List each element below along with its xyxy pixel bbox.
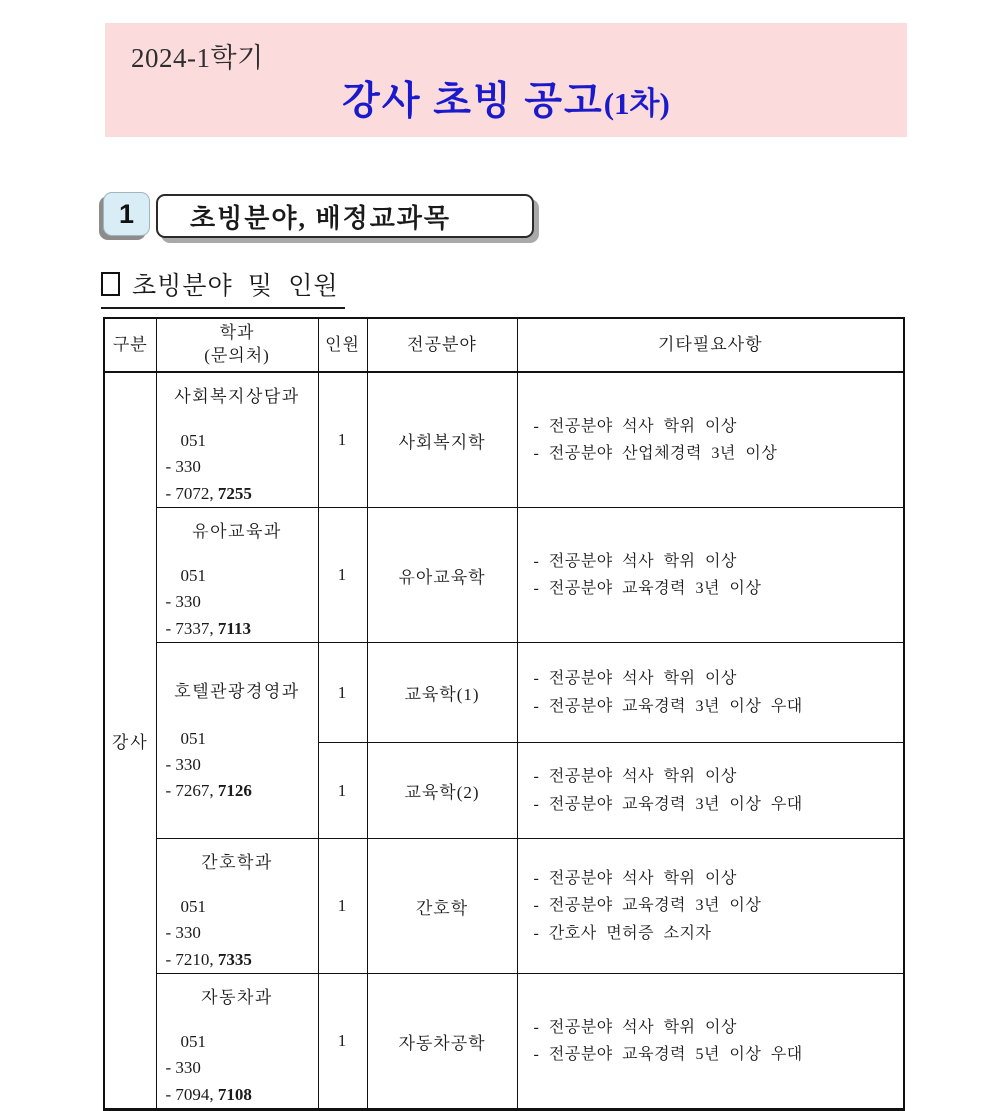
requirements-cell: - 전공분야 석사 학위 이상 - 전공분야 교육경력 3년 이상 xyxy=(517,508,904,643)
requirements-cell: - 전공분야 석사 학위 이상 - 전공분야 교육경력 5년 이상 우대 xyxy=(517,974,904,1110)
category-cell: 강사 xyxy=(104,372,156,1110)
department-cell xyxy=(156,372,318,508)
department-name: 유아교육과 xyxy=(192,522,282,542)
col-header-count: 인원 xyxy=(318,318,367,372)
department-name: 간호학과 xyxy=(201,853,273,873)
col-header-department-sub: (문의처) xyxy=(204,346,270,365)
major-cell: 자동차공학 xyxy=(367,974,517,1110)
page-title-text: 강사 초빙 공고 xyxy=(342,80,604,123)
department-phone: 051 - 330 - 7072, 7255 xyxy=(165,431,252,503)
department-phone: 051 - 330 - 7267, 7126 xyxy=(165,728,252,801)
department-phone: 051 - 330 - 7210, 7335 xyxy=(165,897,252,969)
table-header-row xyxy=(104,318,904,372)
col-header-department-main: 학과 xyxy=(219,323,255,343)
count-cell: 1 xyxy=(318,743,367,839)
table-row xyxy=(104,372,904,508)
col-header-major: 전공분야 xyxy=(367,318,517,372)
subsection-title: 초빙분야 및 인원 xyxy=(132,273,339,300)
requirements-cell: - 전공분야 석사 학위 이상 - 전공분야 교육경력 3년 이상 우대 xyxy=(517,643,904,743)
department-phone: 051 - 330 - 7337, 7113 xyxy=(165,566,251,638)
page-title xyxy=(105,70,907,126)
col-header-category: 구분 xyxy=(104,318,156,372)
table-row xyxy=(104,839,904,974)
count-cell: 1 xyxy=(318,974,367,1110)
recruitment-table xyxy=(103,317,905,1111)
section-title-box: 초빙분야, 배정교과목 xyxy=(156,194,534,238)
section-number-badge: 1 xyxy=(103,192,150,236)
requirements-cell: - 전공분야 석사 학위 이상 - 전공분야 산업체경력 3년 이상 xyxy=(517,372,904,508)
subsection-heading xyxy=(101,264,345,309)
table-row xyxy=(104,974,904,1110)
table-row xyxy=(104,508,904,643)
department-phone: 051 - 330 - 7094, 7108 xyxy=(165,1032,252,1104)
section-header xyxy=(103,192,534,238)
department-cell xyxy=(156,839,318,974)
count-cell: 1 xyxy=(318,372,367,508)
major-cell: 사회복지학 xyxy=(367,372,517,508)
department-name: 사회복지상담과 xyxy=(174,387,300,406)
table-row xyxy=(104,643,904,743)
requirements-cell: - 전공분야 석사 학위 이상 - 전공분야 교육경력 3년 이상 - 간호사 면허증 소지자 xyxy=(517,839,904,974)
major-cell: 유아교육학 xyxy=(367,508,517,643)
col-header-requirements: 기타필요사항 xyxy=(517,318,904,372)
department-name: 호텔관광경영과 xyxy=(174,681,300,701)
semester-label: 2024-1학기 xyxy=(131,43,264,73)
square-bullet-icon xyxy=(101,272,120,296)
count-cell: 1 xyxy=(318,839,367,974)
major-cell: 간호학 xyxy=(367,839,517,974)
department-name: 자동차과 xyxy=(201,988,273,1008)
page-title-suffix: (1차) xyxy=(603,86,670,121)
department-cell xyxy=(156,643,318,839)
department-cell xyxy=(156,974,318,1110)
count-cell: 1 xyxy=(318,643,367,743)
department-cell xyxy=(156,508,318,643)
requirements-cell: - 전공분야 석사 학위 이상 - 전공분야 교육경력 3년 이상 우대 xyxy=(517,743,904,839)
major-cell: 교육학(2) xyxy=(367,743,517,839)
count-cell: 1 xyxy=(318,508,367,643)
major-cell: 교육학(1) xyxy=(367,643,517,743)
header-banner xyxy=(105,23,907,137)
col-header-department xyxy=(156,318,318,372)
